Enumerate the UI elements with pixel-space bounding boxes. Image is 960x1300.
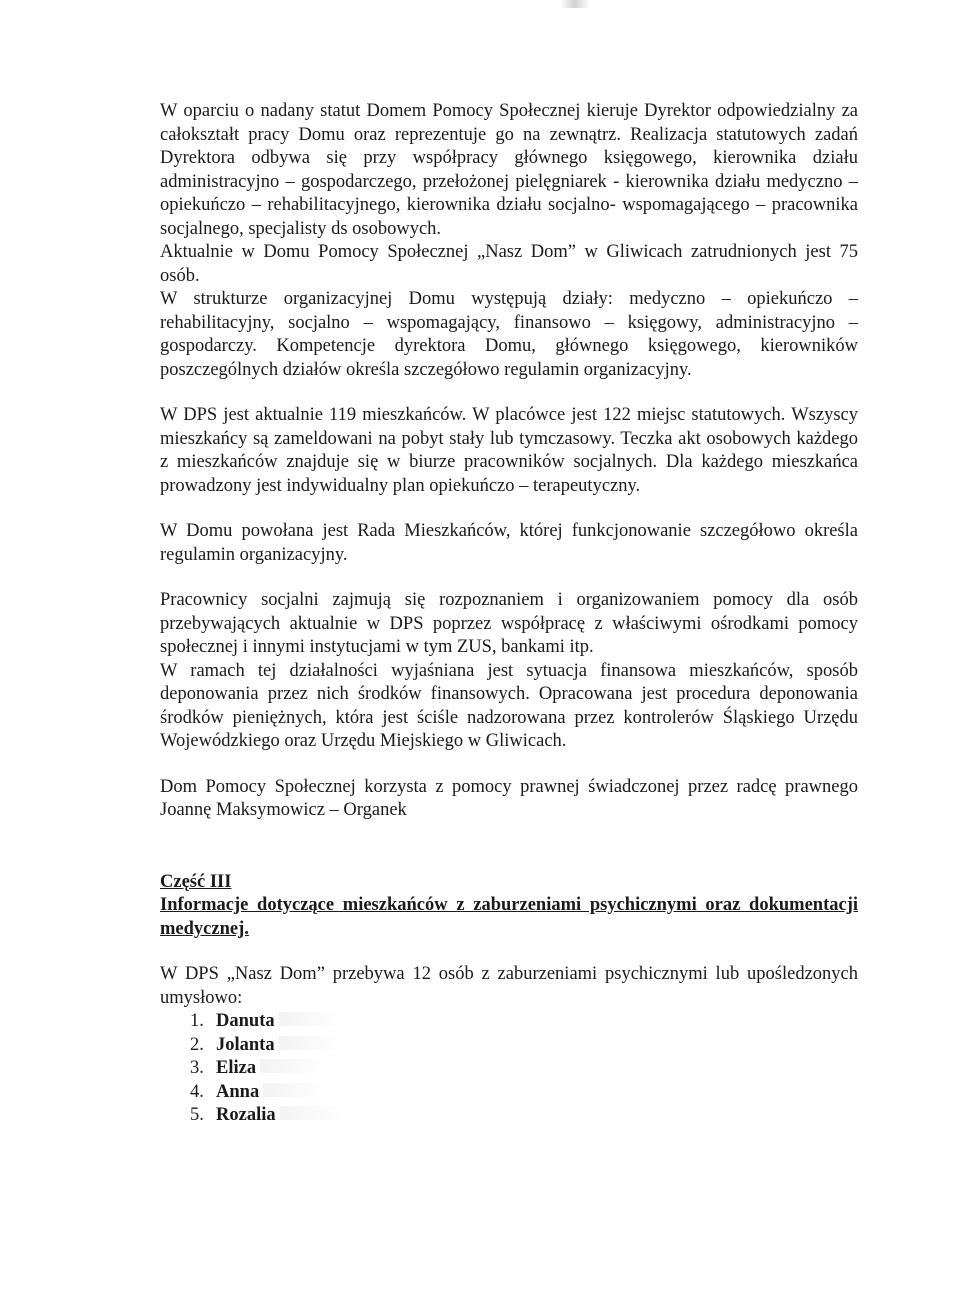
list-item-number: 4.: [190, 1081, 204, 1102]
paragraph-residents: W DPS jest aktualnie 119 mieszkańców. W placówce jest 122 miejsc statutowych. Wszyscy mieszkańcy są zameldowani na pobyt stały lub tymczasowy. Teczka akt osobowych każdego z mieszkańców znajduje się w biurze pracowników socjalnych. Dla każdego mieszkańca prowadzony jest indywidualny plan opiekuńczo – terapeutyczny.: [160, 405, 858, 496]
list-item-name: Jolanta: [216, 1034, 275, 1055]
list-item-name: Rozalia: [216, 1105, 276, 1125]
section-title: Informacje dotyczące mieszkańców z zaburzeniami psychicznymi oraz dokumentacji medycznej.: [160, 895, 858, 939]
list-item: [190, 1057, 858, 1081]
list-item-name: Danuta: [216, 1011, 275, 1031]
list-item-name: Anna: [216, 1081, 260, 1102]
paragraph-legal: Dom Pomocy Społecznej korzysta z pomocy prawnej świadczonej przez radcę prawnego Joannę Maksymowicz – Organek: [160, 776, 858, 820]
paragraph-management: W oparciu o nadany statut Domem Pomocy Społecznej kieruje Dyrektor odpowiedzialny za całokształt pracy Domu oraz reprezentuje go na zewnątrz. Realizacja statutowych zadań Dyrektora odbywa się przy współpracy głównego księgowego, kierownika działu administracyjno – gospodarczego, przełożonej pielęgniarek - kierownika działu medyczno – opiekuńczo – rehabilitacyjnego, kierownika działu socjalno- wspomagającego – pracownika socjalnego, specjalisty ds osobowych.: [160, 101, 858, 239]
redacted-area: [279, 1012, 339, 1026]
spacer: [160, 382, 858, 404]
paragraph-social-workers: Pracownicy socjalni zajmują się rozpoznaniem i organizowaniem pomocy dla osób przebywających aktualnie w DPS poprzez współpracę z właściwymi ośrodkami pomocy społecznej i innymi instytucjami w tym ZUS, bankami itp.: [160, 590, 858, 657]
spacer: [160, 498, 858, 520]
spacer: [160, 823, 858, 871]
redacted-area: [279, 1036, 339, 1050]
list-item: [190, 1010, 858, 1034]
residents-list: [160, 1010, 858, 1128]
list-item-number: 5.: [190, 1105, 204, 1125]
spacer: [160, 941, 858, 963]
section-part-label: Część III: [160, 871, 232, 892]
paragraph-structure: W strukturze organizacyjnej Domu występują działy: medyczno – opiekuńczo – rehabilitacyjny, socjalno – wspomagający, finansowo – księgowy, administracyjno – gospodarczy. Kompetencje dyrektora Domu, głównego księgowego, kierowników poszczególnych działów określa szczegółowo regulamin organizacyjny.: [160, 289, 858, 380]
section-intro: W DPS „Nasz Dom” przebywa 12 osób z zaburzeniami psychicznymi lub upośledzonych umysłowo:: [160, 964, 858, 1008]
list-item-name: Eliza: [216, 1058, 257, 1078]
list-item-number: 2.: [190, 1034, 204, 1055]
spacer: [160, 754, 858, 776]
list-item: [190, 1104, 858, 1128]
list-item: [190, 1081, 858, 1105]
list-item-number: 1.: [190, 1011, 204, 1031]
paragraph-finances: W ramach tej działalności wyjaśniana jest sytuacja finansowa mieszkańców, sposób deponowania przez nich środków finansowych. Opracowana jest procedura deponowania środków pieniężnych, która jest ściśle nadzorowana przez kontrolerów Śląskiego Urzędu Wojewódzkiego oraz Urzędu Miejskiego w Gliwicach.: [160, 660, 858, 751]
document-page: [160, 100, 858, 1128]
scan-artifact: [560, 0, 590, 8]
paragraph-employment: Aktualnie w Domu Pomocy Społecznej „Nasz Dom” w Gliwicach zatrudnionych jest 75 osób.: [160, 242, 858, 286]
redacted-area: [263, 1083, 323, 1097]
list-item: [190, 1034, 858, 1058]
spacer: [160, 567, 858, 589]
redacted-area: [260, 1059, 320, 1073]
redacted-area: [280, 1106, 340, 1120]
list-item-number: 3.: [190, 1058, 204, 1078]
paragraph-council: W Domu powołana jest Rada Mieszkańców, której funkcjonowanie szczegółowo określa regulamin organizacyjny.: [160, 521, 858, 565]
